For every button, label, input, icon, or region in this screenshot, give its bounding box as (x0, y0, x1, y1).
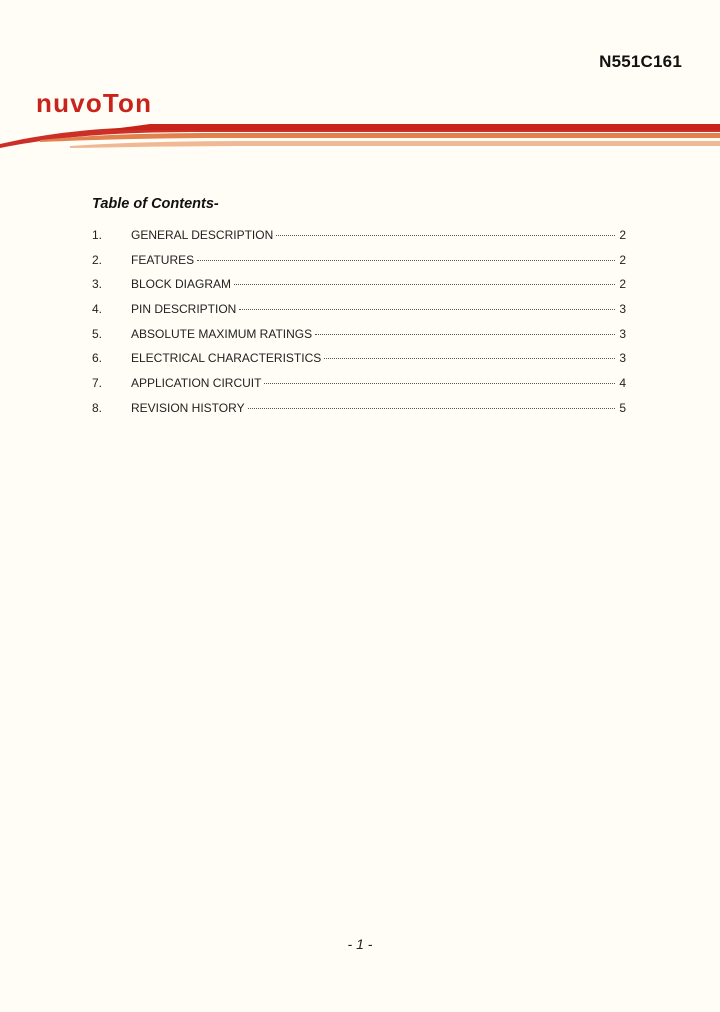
toc-dot-leader (248, 408, 615, 409)
toc-entry-page: 4 (619, 376, 626, 391)
table-of-contents (92, 228, 626, 426)
toc-dot-leader (276, 235, 615, 236)
part-number: N551C161 (599, 52, 682, 71)
toc-entry[interactable] (92, 351, 626, 376)
toc-entry[interactable] (92, 302, 626, 327)
toc-entry-label: FEATURES (131, 252, 195, 267)
toc-entry-page: 5 (619, 400, 626, 415)
toc-entry-label: GENERAL DESCRIPTION (131, 228, 274, 242)
toc-entry[interactable] (92, 401, 626, 426)
toc-entry-page: 2 (619, 252, 626, 267)
toc-dot-leader (239, 309, 615, 310)
toc-entry-label: ELECTRICAL CHARACTERISTICS (131, 351, 322, 366)
toc-entry[interactable] (92, 253, 626, 278)
toc-entry-number: 8. (92, 400, 103, 415)
page-number: - 1 - (347, 936, 373, 952)
toc-entry-number: 2. (92, 252, 103, 267)
toc-entry-number: 3. (92, 277, 103, 292)
toc-entry-page: 3 (619, 326, 626, 341)
toc-entry-number: 1. (92, 228, 103, 242)
toc-entry-label: APPLICATION CIRCUIT (131, 376, 262, 391)
toc-entry-number: 4. (92, 302, 103, 317)
toc-entry-page: 2 (619, 277, 626, 292)
toc-entry-label: ABSOLUTE MAXIMUM RATINGS (131, 326, 313, 341)
toc-entry-number: 5. (92, 326, 103, 341)
toc-entry-label: REVISION HISTORY (131, 400, 245, 415)
toc-entry[interactable] (92, 228, 626, 253)
toc-entry[interactable] (92, 277, 626, 302)
nuvoton-logo (36, 90, 206, 121)
toc-dot-leader (197, 260, 615, 261)
toc-entry[interactable] (92, 327, 626, 352)
toc-dot-leader (264, 383, 615, 384)
toc-entry-page: 3 (619, 351, 626, 366)
toc-entry[interactable] (92, 376, 626, 401)
toc-dot-leader (324, 358, 615, 359)
toc-entry-label: BLOCK DIAGRAM (131, 277, 232, 292)
header-stripe-banner (0, 118, 720, 152)
logo-wordmark: nuvoTon (36, 90, 153, 116)
toc-entry-page: 3 (619, 302, 626, 317)
toc-entry-number: 6. (92, 351, 103, 366)
toc-entry-label: PIN DESCRIPTION (131, 302, 237, 317)
toc-dot-leader (315, 334, 615, 335)
toc-entry-page: 2 (619, 228, 626, 242)
toc-title: Table of Contents- (92, 196, 219, 212)
toc-entry-number: 7. (92, 376, 103, 391)
toc-dot-leader (234, 284, 615, 285)
